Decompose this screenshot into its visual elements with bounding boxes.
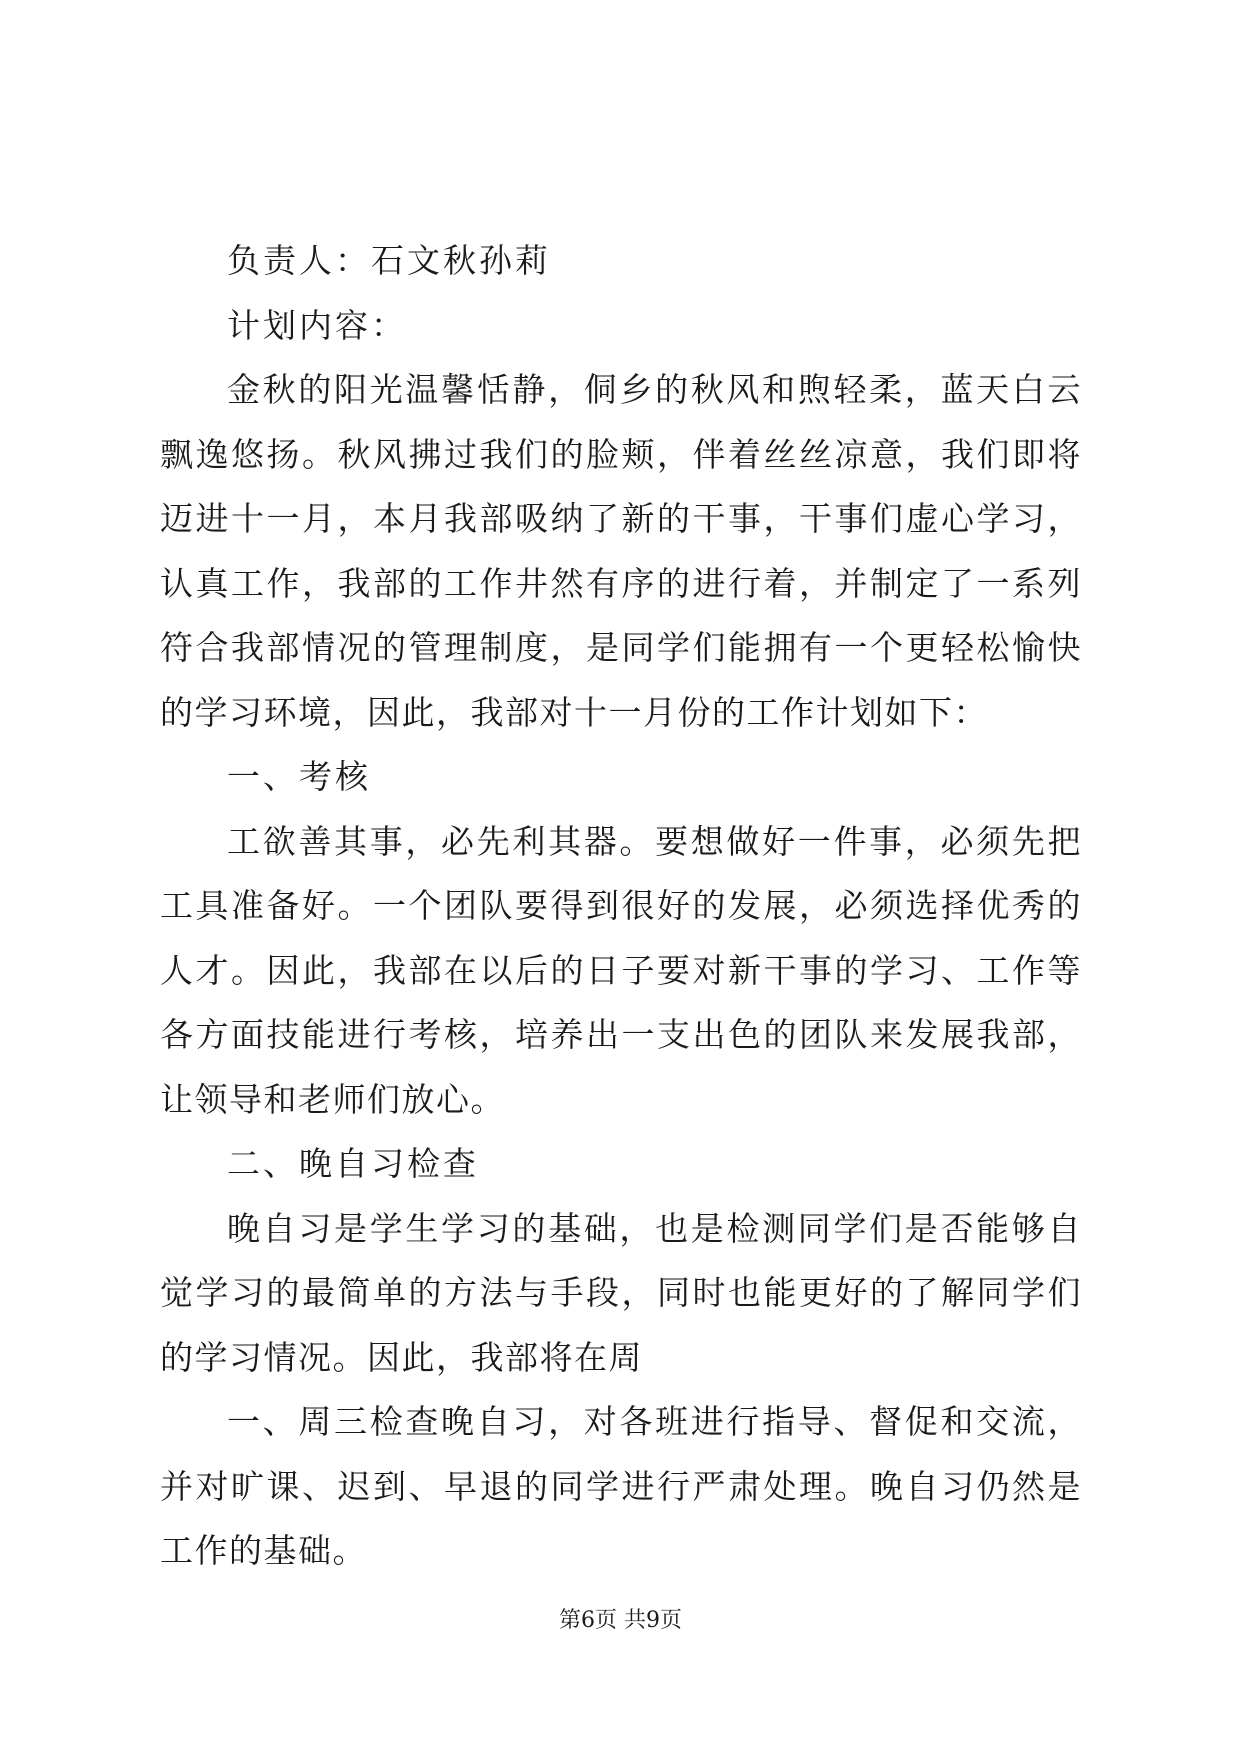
assessment-paragraph: 工欲善其事，必先利其器。要想做好一件事，必须先把工具准备好。一个团队要得到很好的发展，必须选择优秀的人才。因此，我部在以后的日子要对新干事的学习、工作等各方面技能进行考核，培养出一支出色的团队来发展我部，让领导和老师们放心。 <box>160 821 1082 1119</box>
intro-paragraph: 金秋的阳光温馨恬静，侗乡的秋风和煦轻柔，蓝天白云飘逸悠扬。秋风拂过我们的脸颊，伴着丝丝凉意，我们即将迈进十一月，本月我部吸纳了新的干事，干事们虚心学习，认真工作，我部的工作井然有序的进行着，并制定了一系列符合我部情况的管理制度，是同学们能拥有一个更轻松愉快的学习环境，因此，我部对十一月份的工作计划如下： <box>160 370 1082 732</box>
document-body <box>160 229 1082 1584</box>
page-number-footer: 第6页 共9页 <box>559 1608 682 1633</box>
responsible-person-line: 负责人：石文秋孙莉 <box>227 241 551 280</box>
evening-study-schedule-paragraph: 一、周三检查晚自习，对各班进行指导、督促和交流，并对旷课、迟到、早退的同学进行严肃处理。晚自习仍然是工作的基础。 <box>160 1402 1082 1570</box>
section-heading-evening-study: 二、晚自习检查 <box>227 1144 479 1183</box>
plan-content-label: 计划内容： <box>227 305 407 345</box>
section-heading-assessment: 一、考核 <box>227 757 371 796</box>
evening-study-paragraph: 晚自习是学生学习的基础，也是检测同学们是否能够自觉学习的最简单的方法与手段，同时也能更好的了解同学们的学习情况。因此，我部将在周 <box>160 1208 1082 1377</box>
